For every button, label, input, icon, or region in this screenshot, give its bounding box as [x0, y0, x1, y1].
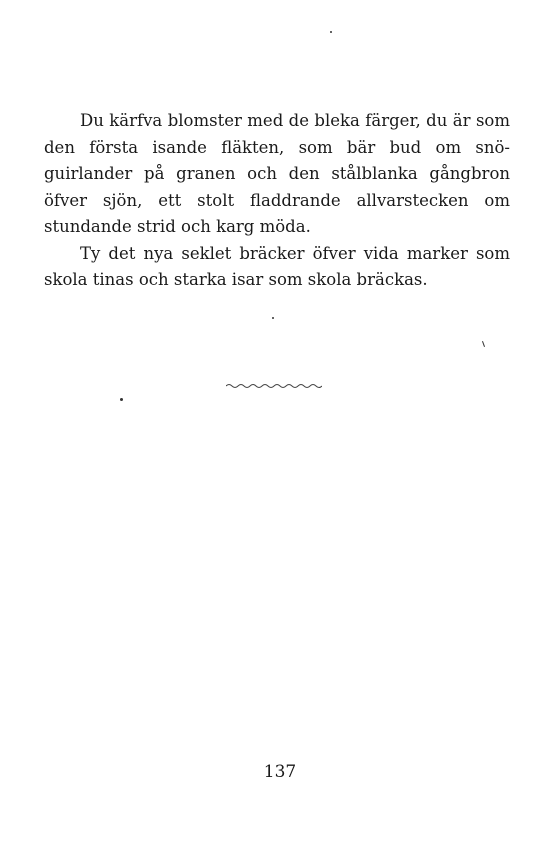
- paper-speck: [272, 317, 274, 319]
- body-text: [44, 108, 510, 294]
- paragraph-2: Ty det nya seklet bräcker öfver vida marker som skola tinas och starka isar som skola bräckas.: [44, 243, 510, 289]
- paragraph-1: Du kärfva blomster med de bleka färger, du är som den första isande fläkten, som bär bud om snö-guirlander på granen och den stålblanka gångbron öfver sjön, ett stolt fladdrande allvarstecken om stundande strid och karg möda.: [44, 111, 510, 236]
- paper-speck: [120, 398, 123, 401]
- paper-speck: [330, 31, 332, 33]
- page-number: 137: [263, 762, 297, 782]
- paper-speck: [482, 341, 485, 347]
- wavy-divider-ornament: [226, 382, 322, 390]
